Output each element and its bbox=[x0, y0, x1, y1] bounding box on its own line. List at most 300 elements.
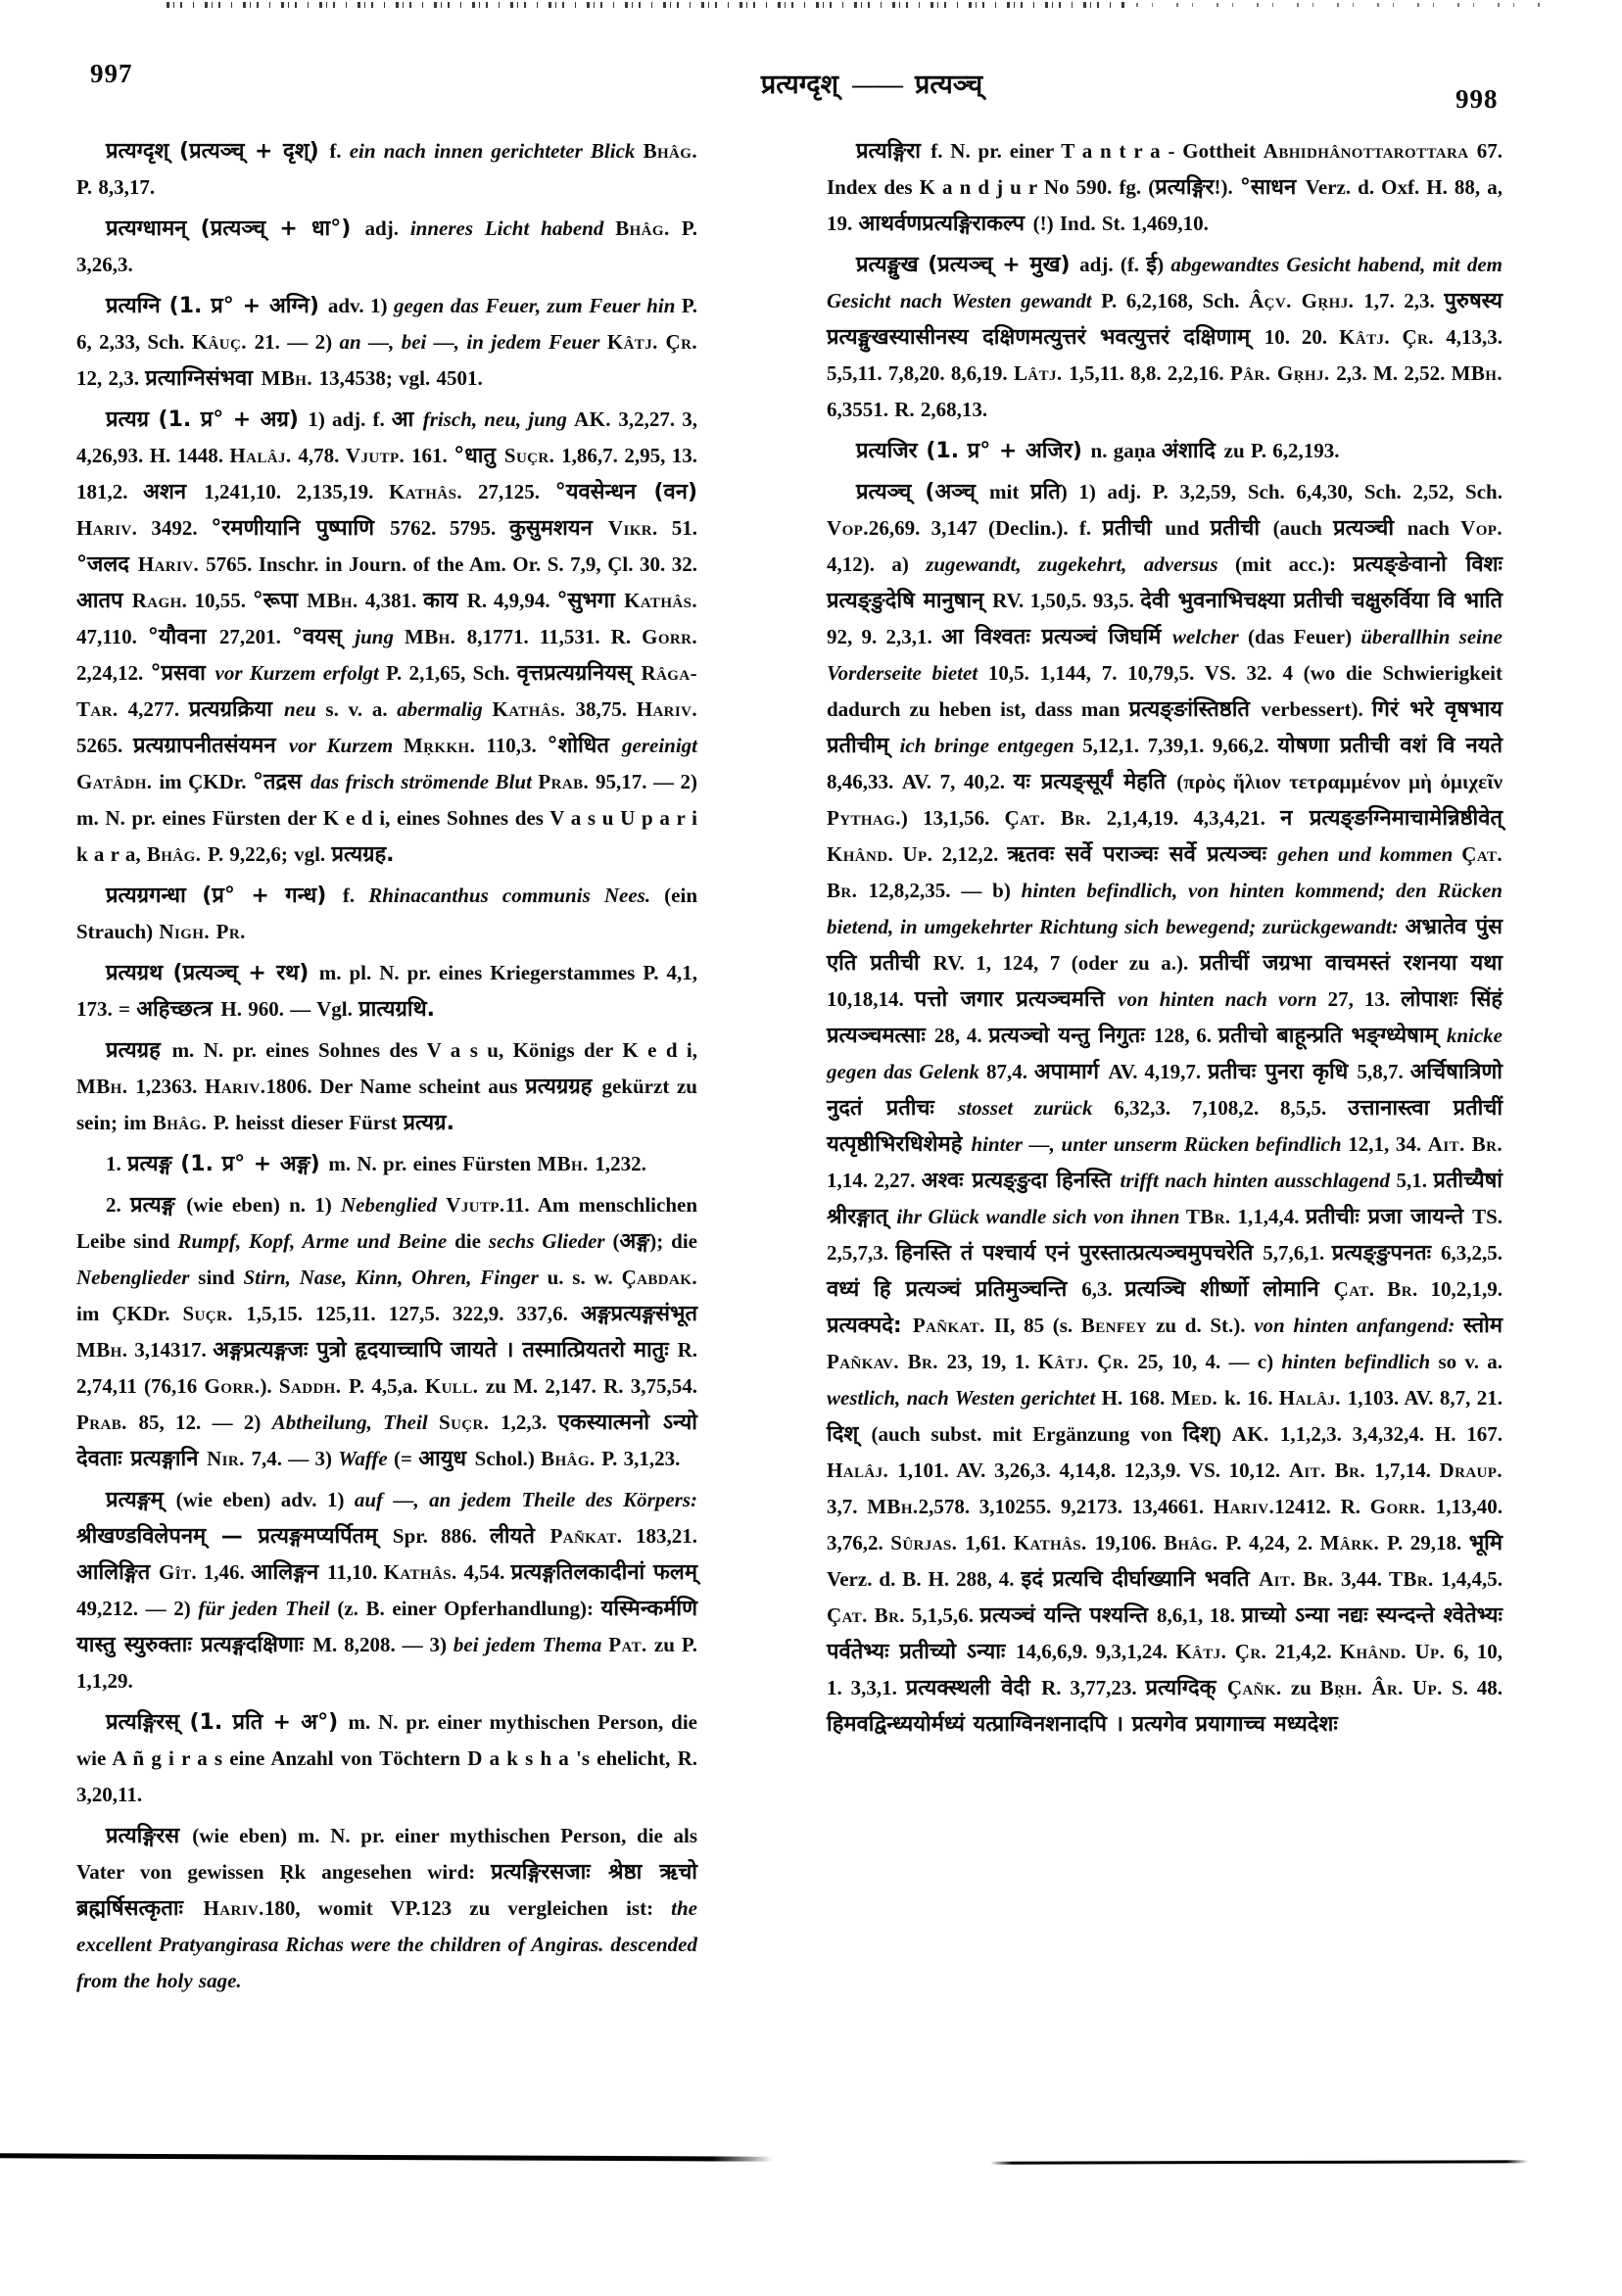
reference-text: M. 8,208. — 3) bbox=[312, 1633, 453, 1656]
reference-text: n. gaṇa bbox=[1090, 439, 1163, 462]
running-header bbox=[761, 65, 982, 101]
reference-text: P. 3,26,3. bbox=[76, 216, 698, 276]
devanagari-text: प्रत्यङ्ङांस्तिष्ठति bbox=[1128, 697, 1262, 722]
gloss-text: Rhinacanthus communis Nees. bbox=[368, 884, 665, 907]
devanagari-text: इदं प्रत्यचि दीर्घाख्यानि भवति bbox=[1021, 1567, 1260, 1592]
reference-text: (wie eben) m. N. pr. einer mythischen Person, die als Vater von gewissen Ṛk angesehen wird: bbox=[76, 1824, 697, 1884]
dictionary-entry bbox=[76, 878, 697, 950]
source-abbreviation: AK. bbox=[1231, 1422, 1280, 1446]
source-abbreviation: Ait. Br. bbox=[1259, 1567, 1341, 1591]
reference-text: 3,2,27. 3, 4,26,93. H. 1448. bbox=[76, 407, 697, 467]
devanagari-text: एकस्यात्मनो ऽन्यो देवताः प्रत्यङ्गानि bbox=[76, 1411, 697, 1471]
devanagari-text: प्रत्यग्रगन्धा (प्र° + गन्ध) bbox=[106, 884, 343, 908]
reference-text: 5265. bbox=[76, 734, 133, 757]
source-abbreviation: Hariv. bbox=[76, 516, 152, 540]
reference-text: zu P. 6,2,193. bbox=[1223, 439, 1340, 462]
reference-text: 7,4. — 3) bbox=[251, 1447, 339, 1470]
gloss-text: das frisch strömende Blut bbox=[310, 770, 539, 793]
reference-text: 128, 6. bbox=[1153, 1024, 1218, 1047]
source-abbreviation: Prab. bbox=[538, 770, 596, 793]
gloss-text: hinten befindlich bbox=[1281, 1350, 1439, 1373]
source-abbreviation: Prab. bbox=[76, 1411, 139, 1434]
devanagari-text: प्रत्यग्रथ (प्रत्यञ्च् + रथ) bbox=[106, 961, 319, 985]
reference-text: 1,86,7. 2,95, 13. 181,2. bbox=[76, 444, 698, 503]
devanagari-text: अङ्गप्रत्यङ्गजः पुत्रो हृदयाच्चापि जायते । तस्मात्प्रियतरो मातुः bbox=[213, 1338, 678, 1363]
dictionary-entry bbox=[76, 1146, 697, 1182]
dictionary-entry bbox=[76, 402, 697, 873]
gloss-text: hinten befindlich, von hinten kommend; den Rücken bietend, in umgekehrter Richtung sich bewegend; zurückgewandt: bbox=[827, 879, 1503, 938]
reference-text: verbessert). bbox=[1261, 697, 1372, 721]
reference-text: 1,232. bbox=[595, 1152, 646, 1175]
reference-text: 3,44. bbox=[1340, 1567, 1389, 1591]
reference-text: 12,1, 34. bbox=[1348, 1132, 1428, 1156]
gloss-text: knicke gegen das Gelenk bbox=[827, 1024, 1503, 1083]
scan-artifact-line-left bbox=[0, 2153, 774, 2161]
source-abbreviation: Pañkav. Br. bbox=[827, 1350, 947, 1373]
reference-text: P. 4,24, 2. bbox=[1225, 1531, 1320, 1555]
source-abbreviation: Vjutp. bbox=[446, 1193, 505, 1217]
reference-text: 12412. R. bbox=[1274, 1495, 1370, 1518]
devanagari-text: पुरुषस्य प्रत्यङ्मुखस्यासीनस्य दक्षिणमत्युत्तरं भवत्युत्तरं दक्षिणाम् bbox=[827, 289, 1503, 350]
devanagari-text: प्रतीचीः प्रजा जायन्ते bbox=[1305, 1205, 1473, 1229]
reference-text: ); die bbox=[649, 1229, 697, 1253]
devanagari-text: प्रत्यग्र (1. प्र° + अग्र) bbox=[106, 407, 309, 432]
devanagari-text: प्रत्यग्धामन् (प्रत्यञ्च् + धा°) bbox=[106, 216, 365, 241]
reference-text: 27,201. bbox=[218, 625, 292, 648]
reference-text: 2,1,4,19. 4,3,4,21. bbox=[1106, 806, 1281, 830]
dictionary-entry bbox=[76, 133, 697, 206]
gloss-text: the excellent Pratyangirasa Richas were the children of Angiras. descended from the holy sage. bbox=[76, 1896, 698, 1992]
gloss-text: welcher bbox=[1172, 625, 1248, 648]
gloss-text: inneres Licht habend bbox=[409, 216, 616, 240]
reference-text: ) 13,1,56. bbox=[900, 806, 1005, 830]
reference-text: 5,12,1. 7,39,1. 9,66,2. bbox=[1082, 734, 1278, 757]
reference-text: 6,32,3. 7,108,2. 8,5,5. bbox=[1114, 1096, 1349, 1120]
reference-text: 1,5,11. 8,8. 2,2,16. bbox=[1069, 361, 1230, 385]
reference-text: ( bbox=[612, 1229, 620, 1253]
devanagari-text: प्रत्यङ्गिरसजाः श्रेष्ठा ऋचो ब्रह्मर्षिसत्कृताः bbox=[76, 1860, 697, 1921]
reference-text: 2,578. 3,10255. 9,2173. 13,4661. bbox=[918, 1495, 1214, 1518]
devanagari-text: °प्रसवा bbox=[150, 661, 215, 686]
source-abbreviation: MBh. bbox=[76, 1075, 136, 1098]
source-abbreviation: Kâtj. Çr. bbox=[1037, 1350, 1138, 1373]
reference-text: f. N. pr. einer T a n t r a - Gottheit bbox=[930, 139, 1264, 163]
devanagari-text: यः प्रत्यङ्सूर्यं मेहति bbox=[1013, 770, 1177, 794]
reference-text: 1,14. 2,27. bbox=[827, 1169, 922, 1192]
gloss-text: Stirn, Nase, Kinn, Ohren, Finger bbox=[243, 1266, 548, 1289]
gloss-text: gehen und kommen bbox=[1277, 842, 1462, 866]
devanagari-text: प्रत्यङ्मुख (प्रत्यञ्च् + मुख) bbox=[856, 253, 1080, 277]
reference-text: Schol.) bbox=[474, 1447, 542, 1470]
gloss-text: auf —, an jedem Theile des Körpers: bbox=[354, 1488, 697, 1511]
gloss-text: für jeden Theil bbox=[198, 1597, 338, 1620]
source-abbreviation: Pañkat. bbox=[912, 1314, 994, 1337]
gloss-text: überallhin seine Vorderseite bietet bbox=[827, 625, 1503, 685]
source-abbreviation: Bhâg. bbox=[152, 1111, 214, 1134]
reference-text: 1,7. 2,3. bbox=[1363, 289, 1445, 312]
source-abbreviation: Hariv. bbox=[203, 1896, 264, 1920]
dictionary-entry bbox=[76, 1187, 697, 1477]
dictionary-entry bbox=[827, 433, 1503, 469]
gloss-text: vor Kurzem erfolgt bbox=[215, 661, 387, 685]
source-abbreviation: Kathâs. bbox=[1013, 1531, 1095, 1555]
devanagari-text: प्रतीचः पुनरा कृधि bbox=[1208, 1060, 1358, 1084]
scan-noise-band-right bbox=[1136, 3, 1548, 7]
source-abbreviation: MBh. bbox=[307, 589, 365, 612]
source-abbreviation: Halâj. bbox=[229, 444, 299, 467]
reference-text: 11,10. bbox=[326, 1560, 384, 1584]
reference-text: 183,21. bbox=[635, 1524, 697, 1548]
reference-text: 2,12,2. bbox=[941, 842, 1008, 866]
reference-text: 3492. bbox=[151, 516, 212, 540]
reference-text: 161. bbox=[411, 444, 454, 467]
source-abbreviation: Khând. Up. bbox=[1339, 1640, 1454, 1663]
devanagari-text: लोपाशः सिंहं प्रत्यञ्चमत्साः bbox=[827, 987, 1503, 1048]
source-abbreviation: Kull. bbox=[424, 1374, 486, 1398]
reference-text: 5,1,5,6. bbox=[911, 1603, 980, 1627]
devanagari-text: प्रत्यङ्गिरस bbox=[106, 1824, 193, 1848]
gloss-text: gereinigt bbox=[622, 734, 697, 757]
source-abbreviation: Kathâs. bbox=[624, 589, 698, 612]
reference-text: 6,3. bbox=[1081, 1277, 1125, 1301]
reference-text: 6, 10, 1. 3,3,1. bbox=[827, 1640, 1503, 1699]
devanagari-text: आतप bbox=[76, 589, 132, 613]
reference-text: 4,12). a) bbox=[827, 552, 927, 576]
source-abbreviation: Halâj. bbox=[827, 1459, 898, 1482]
devanagari-text: आ bbox=[391, 407, 423, 432]
devanagari-text: आलिङ्गित bbox=[76, 1560, 159, 1585]
devanagari-text: प्रत्यञ्चं यन्ति पश्यन्ति bbox=[979, 1603, 1157, 1628]
reference-text: P. 9,22,6; vgl. bbox=[207, 842, 332, 866]
reference-text: R. 4,9,94. bbox=[466, 589, 557, 612]
reference-text: 67. Index des K a n d j u r No 590. fg. ( bbox=[827, 139, 1503, 199]
reference-text: H. 168. bbox=[1101, 1386, 1171, 1410]
devanagari-text: °यौवना bbox=[147, 625, 219, 649]
reference-text: im ÇKDr. bbox=[76, 1302, 183, 1325]
gloss-text: trifft nach hinten ausschlagend bbox=[1120, 1169, 1397, 1192]
gloss-text: abermalig bbox=[397, 697, 493, 721]
devanagari-text: प्रत्यग्रग्रह bbox=[525, 1075, 602, 1099]
source-abbreviation: Hariv. bbox=[205, 1075, 266, 1098]
devanagari-text: योषणा प्रतीची वशं वि नयते bbox=[1277, 734, 1503, 758]
reference-text: s. v. a. bbox=[325, 697, 398, 721]
source-abbreviation: Bṛh. Âr. Up. bbox=[1319, 1676, 1452, 1699]
reference-text: P. 3,1,23. bbox=[601, 1447, 681, 1470]
page-number-left: 997 bbox=[90, 59, 133, 88]
devanagari-text: उत्तानास्त्वा प्रतीचीं यत्पृष्ठीभिरधिशेमहे bbox=[827, 1096, 1503, 1157]
devanagari-text: प्रत्यञ्च् (अञ्च् bbox=[856, 480, 990, 504]
gloss-text: jung bbox=[355, 625, 405, 648]
source-abbreviation: Vjutp. bbox=[345, 444, 412, 467]
reference-text: TS. 2,5,7,3. bbox=[827, 1205, 1503, 1265]
source-abbreviation: Gorr. bbox=[1369, 1495, 1436, 1518]
source-abbreviation: TBr. bbox=[1388, 1567, 1441, 1591]
gloss-text: Abtheilung, Theil bbox=[271, 1411, 439, 1434]
source-abbreviation: Abhidhânottarottara bbox=[1263, 139, 1477, 163]
source-abbreviation: Vop. bbox=[827, 516, 869, 540]
source-abbreviation: AK. bbox=[574, 407, 619, 431]
devanagari-text: प्रतीचो बाहून्प्रति भङ्ग्ध्येषाम् bbox=[1217, 1024, 1447, 1048]
scan-artifact-line-right bbox=[979, 2160, 1528, 2164]
devanagari-text: देवी भुवनाभिचक्ष्या प्रतीची चक्षुरुर्विया वि भाति bbox=[1140, 589, 1503, 613]
reference-text: 1. bbox=[106, 1152, 127, 1175]
column-right bbox=[827, 133, 1503, 1747]
reference-text: 1,46. bbox=[203, 1560, 252, 1584]
source-abbreviation: MBh. bbox=[261, 366, 319, 390]
reference-text: 1806. Der Name scheint aus bbox=[265, 1075, 526, 1098]
devanagari-text: प्रत्यग्रापनीतसंयमन bbox=[132, 734, 289, 758]
dictionary-entry bbox=[76, 288, 697, 397]
gloss-text: Nebenglieder bbox=[76, 1266, 199, 1289]
source-abbreviation: Çat. Br. bbox=[827, 842, 1503, 902]
devanagari-text: अंशादि bbox=[1162, 439, 1224, 463]
reference-text: H. 960. — Vgl. bbox=[220, 997, 359, 1021]
source-abbreviation: Çañk. bbox=[1226, 1676, 1291, 1699]
reference-text: 27,125. bbox=[478, 480, 555, 503]
reference-text: (mit acc.): bbox=[1234, 552, 1354, 576]
source-abbreviation: Nigh. Pr. bbox=[159, 920, 246, 943]
devanagari-text: प्रत्यङ्गिरस् (1. प्रति + अ°) bbox=[106, 1710, 349, 1735]
source-abbreviation: Benfey bbox=[1080, 1314, 1157, 1337]
source-abbreviation: MBh. bbox=[404, 625, 467, 648]
source-abbreviation: Kâtj. Çr. bbox=[606, 330, 697, 354]
devanagari-text: प्रत्यङ्गतिलकादीनां फलम् bbox=[510, 1560, 697, 1585]
reference-text: (= bbox=[394, 1447, 419, 1470]
reference-text: 1,13,40. 3,76,2. bbox=[827, 1495, 1503, 1555]
reference-text: P. 6, 2,33, Sch. bbox=[76, 294, 698, 354]
gloss-text: Rumpf, Kopf, Arme und Beine bbox=[177, 1229, 455, 1253]
reference-text: 4,13,3. 5,5,11. 7,8,20. 8,6,19. bbox=[827, 325, 1503, 385]
devanagari-text: प्रत्यञ्चो यन्तु निगुतः bbox=[988, 1024, 1154, 1048]
source-abbreviation: Bhâg. bbox=[615, 216, 682, 240]
reference-text: 1,1,2,3. 3,4,32,4. H. 167. bbox=[1279, 1422, 1503, 1446]
source-abbreviation: Draup. bbox=[1439, 1459, 1503, 1482]
reference-text: gekürzt zu sein; im bbox=[76, 1075, 697, 1134]
gloss-text: ihr Glück wandle sich von ihnen bbox=[896, 1205, 1186, 1228]
reference-text: 26,69. 3,147 (Declin.). f. bbox=[868, 516, 1103, 540]
reference-text: P. 29,18. bbox=[1387, 1531, 1469, 1555]
devanagari-text: हिमवद्विन्ध्ययोर्मध्यं यत्प्राग्विनशनादपि । प्रत्यगेव प्रयागाच्च मध्यदेशः bbox=[827, 1712, 1338, 1737]
reference-text: 21. — 2) bbox=[254, 330, 340, 354]
reference-text: (auch bbox=[1272, 516, 1334, 540]
reference-text: und bbox=[1165, 516, 1211, 540]
reference-text: 8,46,33. AV. 7, 40,2. bbox=[827, 770, 1014, 793]
gloss-text: Waffe bbox=[338, 1447, 394, 1470]
devanagari-text: प्रत्यजिर (1. प्र° + अजिर) bbox=[856, 439, 1091, 463]
source-abbreviation: Gorr. bbox=[642, 625, 698, 648]
source-abbreviation: Ait. Br. bbox=[1288, 1459, 1375, 1482]
reference-text: (wie eben) n. 1) bbox=[186, 1193, 342, 1217]
gloss-text: bei jedem Thema bbox=[453, 1633, 609, 1656]
page-number-right: 998 bbox=[1455, 84, 1499, 114]
reference-text: 1,103. AV. 8,7, 21. bbox=[1347, 1386, 1503, 1410]
reference-text: 95,17. — 2) m. N. pr. eines Fürsten der K e d i, eines Sohnes des V a s u U p a r i k a r a, bbox=[76, 770, 698, 866]
reference-text: 10,5. 1,144, 7. 10,79,5. VS. 32. 4 (wo die Schwierigkeit dadurch zu heben ist, dass man bbox=[827, 661, 1503, 721]
devanagari-text: वृत्तप्रत्यग्रनियस् bbox=[516, 661, 642, 686]
reference-text: 1,4,4,5. bbox=[1441, 1567, 1503, 1591]
source-abbreviation: Kâuç. bbox=[191, 330, 255, 354]
reference-text: sind bbox=[198, 1266, 244, 1289]
reference-text: !). bbox=[1214, 175, 1240, 199]
reference-text: 2. bbox=[106, 1193, 131, 1217]
devanagari-text: °सुभगा bbox=[556, 589, 625, 613]
reference-text: (z. B. einer Opferhandlung): bbox=[337, 1597, 601, 1620]
source-abbreviation: Vikr. bbox=[607, 516, 672, 540]
reference-text: nach bbox=[1407, 516, 1461, 540]
reference-text: RV. 1, 124, 7 (oder zu a.). bbox=[932, 951, 1200, 975]
source-abbreviation: Suçr. bbox=[503, 444, 562, 467]
devanagari-text: °साधन bbox=[1239, 175, 1306, 200]
reference-text: 4,381. bbox=[364, 589, 424, 612]
devanagari-text: अङ्ग bbox=[619, 1229, 650, 1254]
reference-text: RV. 1,50,5. 93,5. bbox=[992, 589, 1141, 612]
reference-text: k. 16. bbox=[1223, 1386, 1279, 1410]
reference-text: 6,3551. R. 2,68,13. bbox=[827, 398, 988, 421]
reference-text: 51. bbox=[671, 516, 698, 540]
dictionary-entry bbox=[827, 474, 1503, 1743]
reference-text: so v. a. bbox=[1438, 1350, 1503, 1373]
reference-text: zu bbox=[1290, 1676, 1320, 1699]
source-abbreviation: Pañkat. bbox=[549, 1524, 636, 1548]
reference-text: 1,101. AV. 3,26,3. 4,14,8. 12,3,9. VS. 10,12. bbox=[897, 1459, 1289, 1482]
devanagari-text: आ विश्वतः प्रत्यञ्चं जिघर्मि bbox=[941, 625, 1173, 649]
source-abbreviation: Gorr. bbox=[204, 1374, 261, 1398]
source-abbreviation: Suçr. bbox=[182, 1302, 247, 1325]
gloss-text: ein nach innen gerichteter Blick bbox=[349, 139, 644, 163]
reference-text: 1) adj. f. bbox=[308, 407, 392, 431]
reference-text: 2,24,12. bbox=[76, 661, 151, 685]
devanagari-text: अशन bbox=[143, 480, 205, 504]
reference-text: 6,3,2,5. bbox=[1441, 1241, 1503, 1265]
devanagari-text: अश्वः प्रत्यङ्ङुदा हिनस्ति bbox=[921, 1169, 1121, 1193]
reference-text: P. 8,3,17. bbox=[76, 175, 156, 199]
devanagari-text: प्रत्यग्दिक् bbox=[1145, 1676, 1227, 1700]
reference-text: (wie eben) adv. 1) bbox=[175, 1488, 355, 1511]
devanagari-text: °जलद bbox=[76, 552, 138, 577]
source-abbreviation: Kathâs. bbox=[383, 1560, 464, 1584]
reference-text: 14,6,6,9. 9,3,1,24. bbox=[1015, 1640, 1176, 1663]
reference-text: adv. 1) bbox=[327, 294, 395, 317]
source-abbreviation: Saddh. bbox=[278, 1374, 350, 1398]
reference-text: im ÇKDr. bbox=[159, 770, 253, 793]
reference-text: Verz. d. Oxf. H. 88, a, 19. bbox=[827, 175, 1503, 235]
gloss-text: gegen das Feuer, zum Feuer hin bbox=[394, 294, 682, 317]
devanagari-text: °रमणीयानि पुष्पाणि bbox=[211, 516, 391, 541]
devanagari-text: ई bbox=[1146, 253, 1158, 277]
reference-text: Spr. 886. bbox=[392, 1524, 490, 1548]
source-abbreviation: Çat. Br. bbox=[1004, 806, 1107, 830]
source-abbreviation: Sûrjas. bbox=[890, 1531, 966, 1555]
reference-text: die bbox=[454, 1229, 489, 1253]
reference-text: 47,110. bbox=[76, 625, 148, 648]
devanagari-text: लीयते bbox=[490, 1524, 550, 1549]
source-abbreviation: Lâtj. bbox=[1013, 361, 1070, 385]
reference-text: 8,1771. 11,531. R. bbox=[466, 625, 643, 648]
devanagari-text: °वयस् bbox=[291, 625, 356, 649]
devanagari-text: प्रत्यङ्ग bbox=[130, 1193, 187, 1218]
source-abbreviation: MBh. bbox=[1451, 361, 1503, 385]
source-abbreviation: Çat. Br. bbox=[827, 1603, 912, 1627]
source-abbreviation: Ait. Br. bbox=[1427, 1132, 1503, 1156]
reference-text: 1,7,14. bbox=[1374, 1459, 1440, 1482]
reference-text: 28, 4. bbox=[933, 1024, 989, 1047]
source-abbreviation: Çat. Br. bbox=[1333, 1277, 1431, 1301]
reference-text: P. 2,1,65, Sch. bbox=[386, 661, 517, 685]
source-abbreviation: Hariv. bbox=[137, 552, 207, 576]
devanagari-text: प्रत्यञ्ची bbox=[1333, 516, 1407, 541]
gloss-text: westlich, nach Westen gerichtet bbox=[827, 1386, 1102, 1410]
devanagari-text: अङ्गप्रत्यङ्गसंभूत bbox=[580, 1302, 698, 1326]
devanagari-text: वध्यं हि प्रत्यञ्चं प्रतिमुञ्चन्ति bbox=[827, 1277, 1082, 1302]
reference-text: 11. Am menschlichen Leibe sind bbox=[76, 1193, 698, 1253]
reference-text: Verz. d. B. H. 288, 4. bbox=[827, 1567, 1022, 1591]
reference-text: 1,241,10. 2,135,19. bbox=[204, 480, 390, 503]
reference-text: 5765. Inschr. in Journ. of the Am. Or. S. 7,9, Çl. 30. 32. bbox=[206, 552, 697, 576]
gloss-text: von hinten anfangend: bbox=[1254, 1314, 1464, 1337]
gloss-text: abgewandtes Gesicht habend, mit dem Gesicht nach Westen gewandt bbox=[827, 253, 1503, 312]
column-left bbox=[76, 133, 697, 2004]
reference-text: zu P. 1,1,29. bbox=[76, 1633, 697, 1693]
source-abbreviation: Med. bbox=[1170, 1386, 1224, 1410]
devanagari-text: प्रत्यङ्ङुपनतः bbox=[1331, 1241, 1441, 1266]
reference-text: ) bbox=[1157, 253, 1171, 276]
source-abbreviation: Hariv. bbox=[1213, 1495, 1275, 1518]
dictionary-entry bbox=[76, 211, 697, 283]
devanagari-text: प्रत्यग्रह bbox=[106, 1038, 172, 1063]
gloss-text: vor Kurzem bbox=[288, 734, 404, 757]
devanagari-text: प्रत्याग्निसंभवा bbox=[145, 366, 262, 391]
reference-text: 5,8,7. bbox=[1357, 1060, 1410, 1083]
source-abbreviation: Kathâs. bbox=[389, 480, 479, 503]
gloss-text: von hinten nach vorn bbox=[1118, 987, 1328, 1011]
dictionary-entry bbox=[76, 1704, 697, 1813]
source-abbreviation: Gatâdh. bbox=[76, 770, 160, 793]
devanagari-text: °यवसेन्धन (वन) bbox=[554, 480, 698, 504]
devanagari-text: प्रत्यक्पदे: bbox=[827, 1314, 913, 1338]
reference-text: 10. 20. bbox=[1264, 325, 1340, 349]
devanagari-text: प्रत्यङ्गिर bbox=[1155, 175, 1215, 200]
devanagari-text: अपामार्ग bbox=[1033, 1060, 1109, 1084]
source-abbreviation: Halâj. bbox=[1278, 1386, 1348, 1410]
reference-text: 180, womit VP.123 zu vergleichen ist: bbox=[263, 1896, 672, 1920]
devanagari-text: यस्मिन्कर्मणि यास्तु स्युरुक्ताः प्रत्यङ्गदक्षिणाः bbox=[76, 1597, 697, 1657]
gloss-text: ich bringe entgegen bbox=[899, 734, 1083, 757]
gloss-text: hinter —, unter unserm Rücken befindlich bbox=[971, 1132, 1349, 1156]
reference-text: 19,106. bbox=[1094, 1531, 1165, 1555]
reference-text: 10,2,1,9. bbox=[1430, 1277, 1503, 1301]
reference-text: 10,55. bbox=[194, 589, 253, 612]
reference-text: II, 85 (s. bbox=[993, 1314, 1081, 1337]
devanagari-text: प्रतीचीं जग्रभा वाचमस्तं रशनया यथा bbox=[1199, 951, 1503, 976]
dictionary-entry bbox=[827, 133, 1503, 242]
reference-text: 1,1,4,4. bbox=[1237, 1205, 1306, 1228]
reference-text: u. s. w. bbox=[547, 1266, 622, 1289]
devanagari-text: न प्रत्यङ्ङग्निमाचामेन्निष्ठीवेत् bbox=[1280, 806, 1503, 831]
source-abbreviation: Bhâg. bbox=[1164, 1531, 1226, 1555]
scan-noise-band bbox=[167, 2, 1126, 8]
source-abbreviation: Bhâg. bbox=[643, 139, 698, 163]
source-abbreviation: TBr. bbox=[1185, 1205, 1238, 1228]
devanagari-text: ऋतवः सर्वे पराञ्चः सर्वे प्रत्यञ्चः bbox=[1007, 842, 1278, 867]
devanagari-text: °रूपा bbox=[252, 589, 308, 613]
devanagari-text: प्रति bbox=[1030, 480, 1061, 504]
reference-text: m. N. pr. einer mythischen Person, die wie A ñ g i r a s eine Anzahl von Töchtern D a k s h a 's ehelicht, R. 3,20,11. bbox=[76, 1710, 697, 1806]
source-abbreviation: Çabdak. bbox=[621, 1266, 697, 1289]
devanagari-text: °तद्रस bbox=[252, 770, 310, 794]
devanagari-text: प्रत्यङ्ङेवानो विशः प्रत्यङ्ङुदेषि मानुषान् bbox=[827, 552, 1503, 613]
reference-text: 3,7. bbox=[827, 1495, 868, 1518]
reference-text: 8,6,1, 18. bbox=[1156, 1603, 1242, 1627]
